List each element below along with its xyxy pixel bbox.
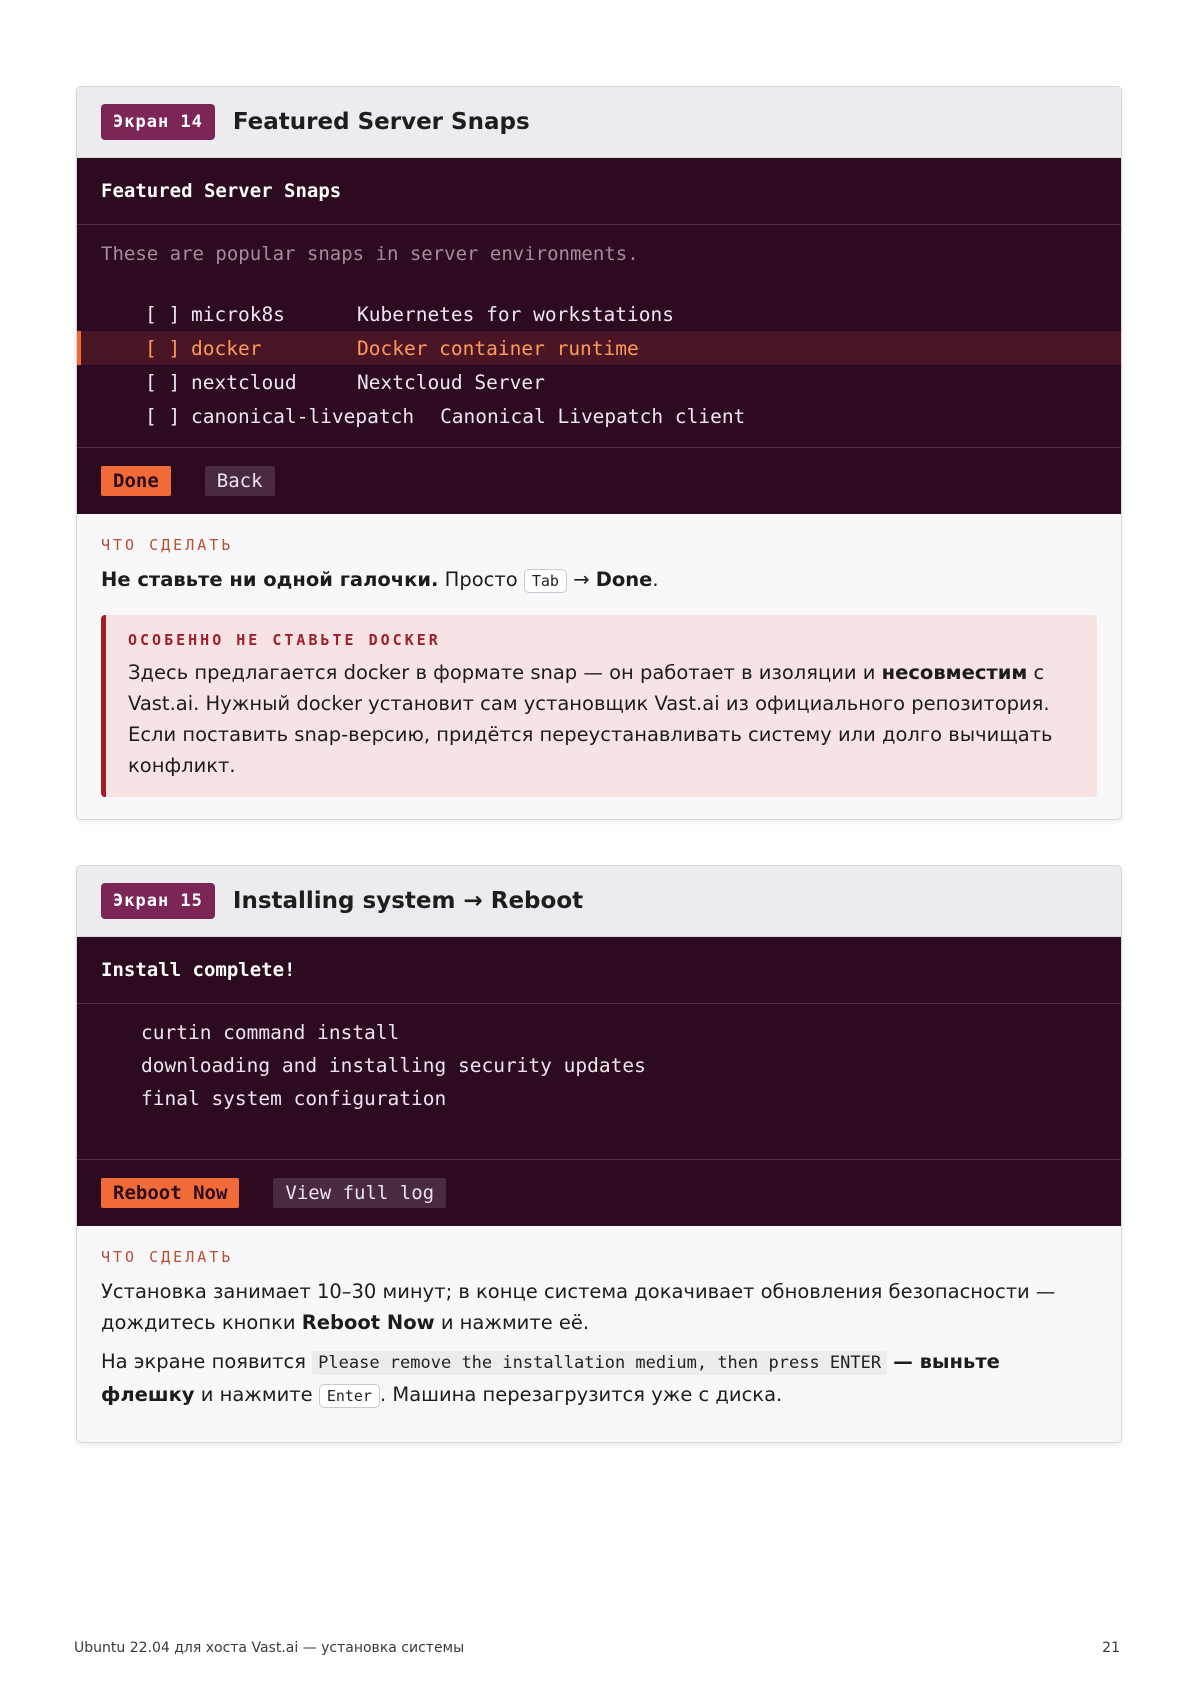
warning-text-part: Здесь предлагается docker в формате snap — он работает в изоляции и <box>128 661 876 684</box>
arrow: → <box>573 568 590 591</box>
checkbox[interactable]: [ ] <box>145 336 181 360</box>
todo-text: На экране появится <box>101 1350 306 1373</box>
terminal-title: Featured Server Snaps <box>77 158 1121 225</box>
snap-list <box>77 275 1121 447</box>
screen-badge: Экран 14 <box>101 104 215 140</box>
snap-description: Docker container runtime <box>357 336 639 360</box>
snap-item-canonical-livepatch[interactable] <box>77 399 1121 433</box>
page-number: 21 <box>1102 1640 1120 1656</box>
footer-title: Ubuntu 22.04 для хоста Vast.ai — установка системы <box>74 1640 465 1656</box>
log-line: downloading and installing security updates <box>141 1054 646 1077</box>
instructions <box>77 514 1121 819</box>
card-header <box>77 87 1121 158</box>
todo-text: . Машина перезагрузится уже с диска. <box>379 1383 783 1406</box>
todo-text: и нажмите <box>200 1383 313 1406</box>
enter-key: Enter <box>319 1384 380 1408</box>
back-button[interactable]: Back <box>205 466 275 496</box>
todo-text: Установка занимает 10–30 минут; в конце система докачивает обновления безопасности — дождитесь кнопки <box>101 1280 1056 1334</box>
todo-text: Просто <box>444 568 518 591</box>
todo-label: ЧТО СДЕЛАТЬ <box>101 536 234 554</box>
warning-callout <box>101 615 1097 797</box>
todo-paragraph-1 <box>101 1276 1097 1338</box>
snap-description: Kubernetes for workstations <box>357 302 674 326</box>
warning-label: ОСОБЕННО НЕ СТАВЬТЕ DOCKER <box>128 631 441 649</box>
todo-paragraph-2 <box>101 1346 1097 1412</box>
tab-key: Tab <box>524 569 567 593</box>
reboot-now-ref: Reboot Now <box>301 1311 435 1334</box>
todo-text: и нажмите её. <box>440 1311 590 1334</box>
todo-bold: Не ставьте ни одной галочки. <box>101 568 439 591</box>
snap-name: nextcloud <box>191 370 297 394</box>
todo-paragraph <box>101 564 1097 597</box>
checkbox[interactable]: [ ] <box>145 302 181 326</box>
terminal-screen <box>77 158 1121 514</box>
checkbox[interactable]: [ ] <box>145 404 181 428</box>
log-line: curtin command install <box>141 1021 400 1044</box>
snap-item-docker[interactable] <box>77 331 1121 365</box>
screen-badge: Экран 15 <box>101 883 215 919</box>
card-header <box>77 866 1121 937</box>
snap-item-microk8s[interactable] <box>77 297 1121 331</box>
screen-15-card <box>76 865 1122 1443</box>
log-line: final system configuration <box>141 1087 447 1110</box>
terminal-title: Install complete! <box>77 937 1121 1004</box>
terminal-footer <box>77 447 1121 514</box>
snap-description: Nextcloud Server <box>357 370 545 394</box>
snap-name: microk8s <box>191 302 285 326</box>
screen-message-code: Please remove the installation medium, then press ENTER <box>312 1351 887 1375</box>
terminal-description: These are popular snaps in server environments. <box>101 243 639 265</box>
card-title: Featured Server Snaps <box>232 109 530 135</box>
checkbox[interactable]: [ ] <box>145 370 181 394</box>
install-log <box>77 1004 1121 1159</box>
snap-name: docker <box>191 336 262 360</box>
done-button[interactable]: Done <box>101 466 171 496</box>
snap-item-nextcloud[interactable] <box>77 365 1121 399</box>
snap-description: Canonical Livepatch client <box>440 404 746 428</box>
warning-bold: несовместим <box>881 661 1028 684</box>
terminal-footer <box>77 1159 1121 1226</box>
period: . <box>652 568 659 591</box>
snap-name: canonical-livepatch <box>191 404 415 428</box>
warning-text-part: с Vast.ai. Нужный docker установит сам установщик Vast.ai из официального репозитория. Если поставить snap-версию, придётся переустанавливать систему или долго вычищать конфликт. <box>128 661 1053 777</box>
todo-label: ЧТО СДЕЛАТЬ <box>101 1248 234 1266</box>
screen-14-card <box>76 86 1122 820</box>
view-full-log-button[interactable]: View full log <box>273 1178 446 1208</box>
card-title: Installing system → Reboot <box>232 888 584 914</box>
done-ref: Done <box>595 568 653 591</box>
instructions <box>77 1226 1121 1442</box>
terminal-screen <box>77 937 1121 1226</box>
reboot-now-button[interactable]: Reboot Now <box>101 1178 239 1208</box>
warning-text <box>128 657 1075 781</box>
todo-bold: — выньте флешку <box>101 1350 1000 1406</box>
